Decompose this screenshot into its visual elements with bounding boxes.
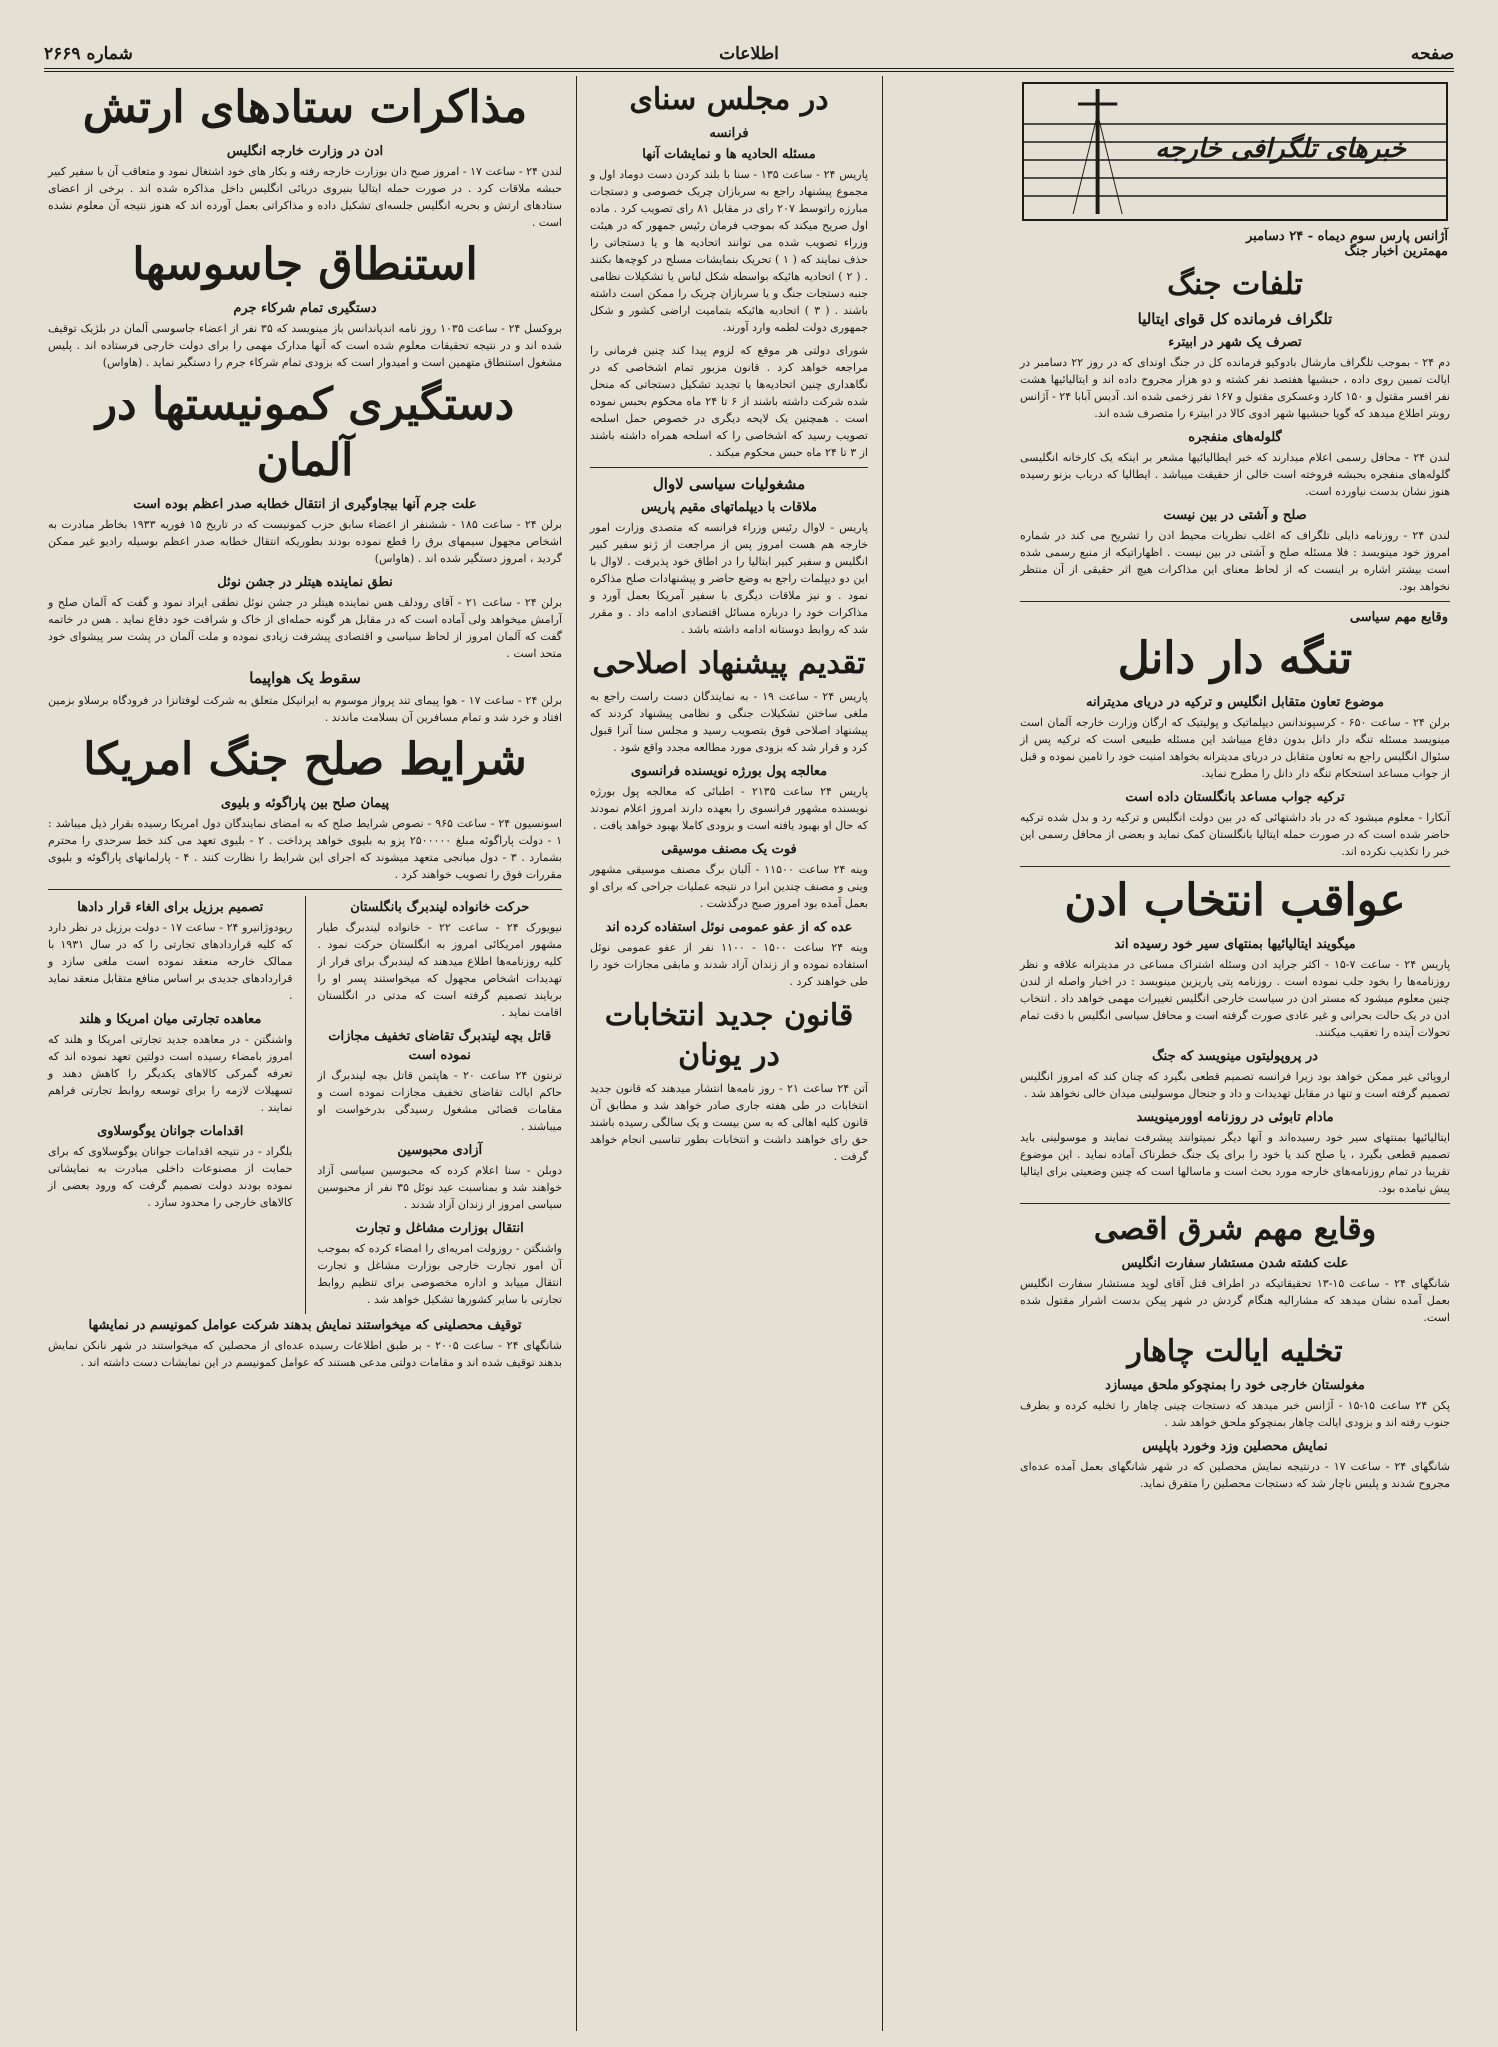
article-body: برلن ۲۴ - ساعت ۱۷ - هوا پیمای تند پرواز موسوم به ایرانیکل متعلق به شرکت لوفتانزا در فرودگاه برسلاو بزمین افتاد و خرد شد و تمام مسافرین آن بسلامت ماندند . [48, 694, 563, 724]
page-label: صفحه [1410, 44, 1454, 64]
headline: معالجه پول بورژه نویسنده فرانسوی [630, 764, 828, 779]
headline: سقوط یک هواپیما [249, 669, 361, 687]
headline: ترکیه جواب مساعد بانگلستان داده است [1125, 790, 1345, 805]
divider [1020, 1203, 1450, 1204]
headline: توقیف محصلینی که میخواستند نمایش بدهند شرکت عوامل کمونیسم در نمایشها [88, 1318, 522, 1333]
article-body: ترنتون ۲۴ ساعت ۲۰ - هاپتمن قاتل بچه لیندبرگ از حاکم ایالت تقاضای تخفیف مجازات نموده است و مقامات قضائی مشغول رسیدگی بدرخواست او میباشند . [317, 1069, 562, 1133]
section-label: وقایع مهم سیاسی [1349, 610, 1448, 625]
lower-column-left [44, 896, 297, 1314]
article-body: نیویورک ۲۴ - ساعت ۲۲ - خانواده لیندبرگ طیار مشهور امریکائی امروز به انگلستان حرکت نمود . کلیه روزنامه‌ها اطلاع میدهند که لیندبرگ برای فرار از تهدیدات اشخاص مجهول که میخواستند پسر او را بربایند تصمیم گرفته است که مدتی در انگلستان اقامت نماید . [317, 921, 563, 1019]
subheadline: تصرف یک شهر در ابیترء [1168, 335, 1302, 350]
headline: نمایش محصلین وزد وخورد باپلیس [1142, 1439, 1328, 1454]
article-body: شانگهای ۲۴ - ساعت ۲۰۰۵ - بر طبق اطلاعات رسیده عده‌ای از محصلین که میخواستند در شهر نانکن نمایش بدهند توقیف شده اند و مقامات دولتی مدعی هستند که عوامل کمونیسم در این نمایشات دست داشته اند . [48, 1339, 563, 1369]
article-body: واشنگتن - در معاهده جدید تجارتی امریکا و هلند که امروز بامضاء رسیده است دولتین تعهد نموده اند که تعرفه گمرکی کالاهای یکدیگر را کاهش دهند و تسهیلات لازمه را برای توسعه روابط تجارتی فراهم نمایند . [48, 1033, 293, 1114]
article-body: برلن ۲۴ - ساعت ۶۵۰ - کرسپوندانس دیپلماتیک و پولیتیک که ارگان وزارت خارجه آلمان است مینویسد مسئله تنگه دار دانل بدون دفاع میباشد این مسئله طبیعی است که ترکیه پس از سئوال انگلیس راجع به تعاون متقابل در دریای مدیترانه بخواهد امنیت خود را تامین نموده و قبل از جواب مساعد استحکام تنگه دار دانل را مطرح نماید. [1020, 716, 1450, 780]
article-body: پاریس ۲۴ - ساعت ۱۹ - به نمایندگان دست راست راجع به ملغی ساختن تشکیلات جنگی و نظامی پیشنهاد کردند که پیشنهاد اصلاحی فوق بتصویب رسید و مجلس سنا آنرا قبول کرد و قرار شد که بزودی مورد مطالعه مجدد واقع شود . [590, 690, 868, 754]
masthead [44, 34, 1454, 72]
headline: گلوله‌های منفجره [1188, 430, 1282, 445]
article-body: پاریس ۲۴ ساعت ۲۱۳۵ - اطبائی که معالجه پول بورژه نویسنده مشهور فرانسوی را بعهده دارند امروز اعلام نمودند که حال او بهبود یافته است و بزودی کاملا بهبود خواهد یافت . [590, 785, 869, 832]
divider [1020, 866, 1450, 867]
headline: آزادی محبوسین [397, 1143, 483, 1158]
article-body: لندن ۲۴ - محافل رسمی اعلام میدارند که خبر ایطالیائیها مشعر بر اینکه یک کارخانه انگلیسی گلوله‌های منفجره بحبشه فروخته است خالی از حقیقت میباشد . ایطالیا که درباب بزنو رسیده هنوز نشان بدست نیاورده است. [1020, 451, 1450, 498]
divider [1020, 601, 1450, 602]
headline: مذاکرات ستادهای ارتش [82, 82, 528, 133]
headline: در پروپولیتوں مینویسد که جنگ [1152, 1049, 1318, 1064]
headline: شرایط صلح جنگ امریکا [83, 734, 527, 785]
lower-two-columns [44, 896, 566, 1314]
headline: قاتل بچه لیندبرگ تقاضای تخفیف مجازات نموده است [328, 1029, 552, 1063]
article-body: بلگراد - در نتیجه اقدامات جوانان یوگوسلاوی که برای حمایت از مصنوعات داخلی مبادرت به نمایشاتی نموده بودند دولت تصمیم گرفت که ورود بعضی از کالاهای خارجی را محدود سازد . [48, 1145, 293, 1209]
headline: عده که از عفو عمومی نوئل استفاده کرده اند [605, 920, 853, 935]
headline: در مجلس سنای [629, 82, 829, 117]
headline: قانون جدید انتخابات در یونان [604, 998, 854, 1073]
section-subtitle: مهمترین اخبار جنگ [1344, 244, 1448, 259]
headline: استنطاق جاسوسها [132, 239, 478, 290]
column-middle [586, 76, 872, 2031]
headline: فوت یک مصنف موسیقی [661, 842, 797, 857]
article-body: واشنگتن - روزولت امریه‌ای را امضاء کرده که بموجب آن امور تجارت خارجی بوزارت مشاغل و تجارت انتقال مییابد و اداره مخصوصی برای تنظیم روابط تجارتی با سایر کشورها تشکیل خواهد شد . [317, 1242, 562, 1306]
dateline: آژانس پارس سوم دیماه - ۲۴ دسامبر [1246, 229, 1448, 244]
article-body: ریودوژانیرو ۲۴ - ساعت ۱۷ - دولت برزیل در نظر دارد که کلیه قراردادهای تجارتی را که در سال ۱۹۳۱ با ممالک خارجه منعقد نموده است ملغی سازد و قراردادهای جدیدی بر اساس منافع متقابل منعقد نماید . [48, 921, 293, 1002]
article-body: برلن ۲۴ - ساعت ۱۸۵ - ششنفر از اعضاء سابق حزب کمونیست که در تاریخ ۱۵ فوریه ۱۹۳۳ بخاطر مبادرت به اشخاص مجهول سیمهای برق را قطع نموده بودند بطوریکه انتقال خطابه صدر اعظم بوسیله رادیو غیر ممکن گردید ، امروز دستگیر شده اند . (هاواس) [48, 518, 562, 565]
article-body: شورای دولتی هر موقع که لزوم پیدا کند چنین فرمانی را مراجعه خواهد کرد . قانون مزبور تمام اشخاصی که در نگاهداری چنین اتحادیه‌ها یا تجدید تشکیل دستجاتی که منحل شده شرکت داشته باشند از ۶ تا ۲۴ ماه محکوم بحبس نموده است . همچنین یک لایحه دیگری در خصوص حمل اسلحه تصویب رسید که اشخاصی را که اسلحه همراه داشته باشند از ۳ تا ۲۴ ماه حبس محکوم میکند . [590, 344, 869, 459]
article-body: لندن ۲۴ - ساعت ۱۷ - امروز صبح دان بوزارت خارجه رفته و بکار های خود اشتغال نمود و متعاقب آن با سفیر کبیر حبشه ملاقات کرد . در صورت حمله ایتالیا بنیروی دریائی انگلیس داخل مذاکره شده اند . برخی از اعضای ستادهای ارتش و بحریه انگلیس جلسه‌ای تشکیل داده و مذاکراتی بعمل آورده اند که هنوز نتیجه آن معلوم نشده است . [48, 165, 562, 229]
issue-number: شماره ۲۶۶۹ [44, 44, 133, 64]
article-body: اسونسیون ۲۴ - ساعت ۹۶۵ - نصوص شرایط صلح که به امضای نمایندگان دول امریکا رسیده بقرار ذیل میباشد : ۱ - دولت پاراگوئه مبلغ ۲۵۰۰۰۰۰ پزو به بلیوی خواهد پرداخت . ۲ - بلیوی تعهد می کند خط سرحدی را محترم بشمارد . ۳ - دول میانجی متعهد میشوند که اجرای این شرایط را نظارت کنند . ۴ - پارلمانهای پاراگوئه و بلیوی مقررات فوق را تصویب خواهند کرد . [48, 817, 563, 881]
article-body: ایتالیائیها بمنتهای سیر خود رسیده‌اند و آنها دیگر نمیتوانند پیشرفت نمایند و موسولینی باید تصمیم قطعی بگیرد ، یا صلح کند یا خود را برای یک جنگ خطرناک آماده نماید . این موضوع تقریبا در تمام روزنامه‌های خارجه مورد بحث است و ماسالها است که چنین وضعیتی برای ایتالیا پیش نیامده بود. [1020, 1131, 1450, 1195]
headline: تقدیم پیشنهاد اصلاحی [592, 646, 866, 681]
article-body: برلن ۲۴ - ساعت ۲۱ - آقای رودلف هس نماینده هیتلر در جشن نوئل نطقی ایراد نمود و گفت که آلمان صلح و آرامش میخواهد ولی آماده است که در مقابل هر گونه حمله‌ای از خاک و شرافت خود دفاع نماید . هس در خاتمه گفت که آلمان امروز از لحاظ سیاسی و اقتصادی پیشرفت زیادی نموده و ملت آلمان در پشت سر پیشوای خود متحد است . [48, 596, 563, 660]
lower-column-right [314, 896, 567, 1314]
article-body: وینه ۲۴ ساعت ۱۵۰۰ - ۱۱۰۰ نفر از عفو عمومی نوئل استفاده نموده و از زندان آزاد شدند و مابقی مجازات خود را طی خواهند کرد . [590, 941, 868, 988]
divider [590, 467, 868, 468]
column-rule [882, 76, 883, 2031]
article-body: آنکارا - معلوم میشود که در باد داشتهائی که در بین دولت انگلیس و ترکیه رد و بدل شده ترکیه حاضر شده است که در صورت حمله ایتالیا بانگلستان کمک نماید و بعضی از محافل رسمی این خبر را تکذیب نکرده اند. [1020, 811, 1450, 858]
article-body: شانگهای ۲۴ - ساعت ۱۵-۱۳ تحقیقاتیکه در اطراف قتل آقای لوید مستشار سفارت انگلیس بعمل آمده نشان میدهد که مشارالیه هنگام گردش در شهر پیکن بدست اشرار مقتول شده است. [1020, 1277, 1451, 1324]
headline: اقدامات جوانان یوگوسلاوی [97, 1124, 244, 1139]
article-body: دوبلن - سنا اعلام کرده که محبوسین سیاسی آزاد خواهند شد و بمناسبت عید نوئل ۳۵ نفر از محبوسین سیاسی امروز از زندان آزاد شدند . [317, 1164, 562, 1211]
headline: حرکت خانواده لیندبرگ بانگلستان [350, 900, 530, 915]
subheadline: تلگراف فرمانده کل قوای ایتالیا [1137, 310, 1333, 328]
subheadline: علت جرم آنها بیجاوگیری از انتقال خطابه صدر اعظم بوده است [133, 497, 477, 512]
article-body: شانگهای ۲۴ - ساعت ۱۷ - درنتیجه نمایش محصلین که در شهر شانگهای بعمل آمده عده‌ای مجروح شدند و پلیس ناچار شد که دستجات محصلین را متفرق نماید. [1020, 1460, 1451, 1490]
divider [48, 889, 562, 890]
subheadline: میگویند ایتالیائیها بمنتهای سیر خود رسیده اند [1114, 937, 1356, 952]
subheadline: ادن در وزارت خارجه انگلیس [226, 144, 384, 159]
subheadline: دستگیری تمام شرکاء جرم [233, 301, 377, 316]
headline: دستگیری کمونیستها در آلمان [95, 379, 515, 486]
banner-title: خبرهای تلگرافی خارجه [1155, 134, 1406, 164]
headline: انتقال بوزارت مشاغل و تجارت [355, 1221, 524, 1236]
headline: نطق نماینده هیتلر در جشن نوئل [217, 575, 393, 590]
article-body: پاریس ۲۴ - ساعت ۱۳۵ - سنا با بلند کردن دست دوماد اول و مجموع پیشنهاد راجع به سربازان چریک خصوصی و دستجات مبارزه راتوسط ۲۰۷ رای در مقابل ۸۱ رای تصویب کرد . ماده اول صریح میکند که بموجب فرمان رئیس جمهور که در هیئت وزراء تصویب شده می توانند اتحادیه ها و یا دستجاتی را حذف نمایند که ( ۱ ) تحریک بنمایشات مسلح در کوچه‌ها بکنند . ( ۲ ) اتحادیه هائیکه بواسطه شکل لباس یا تشکیلات نظامی جنبه دستجات جنگ و یا سربازان چریک را ممکن است داشته باشند . ( ۳ ) اتحادیه هائیکه بتمامیت اراضی کشور و شکل جمهوری دولت لطمه وارد آورند. [590, 168, 869, 334]
subheadline: علت کشته شدن مستشار سفارت انگلیس [1121, 1256, 1349, 1271]
column-rule [305, 896, 306, 1314]
newspaper-name: اطلاعات [719, 44, 779, 64]
article-body: اروپائی غیر ممکن خواهد بود زیرا فرانسه تصمیم قطعی بگیرد که چنان کند که امروز انگلیس تصمیم گرفته است و تنها در مقابل تهدیدات و داد و جنجال موسولینی میدان خالی نخواهد شد . [1020, 1070, 1450, 1100]
subheadline: ملاقات با دیپلماتهای مقیم پاریس [641, 500, 817, 515]
article-body: لندن ۲۴ - روزنامه دایلی تلگراف که اغلب نظریات محیط ادن را تشریح می کند در شماره امروز خود مینویسد : فلا مسئله صلح و آشتی در بین نیست . اظهاراتیکه از منبع رسمی شده است بیشتر اشاره بر اینست که از لحاظ معنای این مذاکرات هیچ اثر حقیقی از آن منتظر نخواهد بود. [1020, 529, 1450, 593]
column-left [44, 76, 566, 2031]
headline: وقایع مهم شرق اقصی [1093, 1212, 1377, 1247]
column-right [1016, 76, 1454, 2031]
subheadline: پیمان صلح بین پاراگوئه و بلیوی [220, 796, 390, 811]
headline: تنگه دار دانل [1117, 633, 1353, 684]
subheadline: فرانسه [709, 126, 749, 141]
article-body: آتن ۲۴ ساعت ۲۱ - روز نامه‌ها انتشار میدهند که قانون جدید انتخابات در طی هفته جاری صادر خواهد شد و مطابق آن قانون کلیه اهالی که به سن بیست و یک سالگی رسیده باشند حق رای خواهند داشت و انتخابات بطور تناسبی انجام خواهد گرفت . [590, 1082, 868, 1163]
headline: تلفات جنگ [1167, 267, 1303, 302]
article-body: وینه ۲۴ ساعت ۱۱۵۰۰ - آلبان برگ مصنف موسیقی مشهور وینی و مصنف چندین ابرا در نتیجه عملیات جراحی که برای او بعمل آمده بود امروز صبح درگذشت . [590, 863, 868, 910]
column-rule [576, 76, 577, 2031]
subheadline: مسئله الحادیه ها و نمایشات آنها [642, 147, 816, 162]
headline: عواقب انتخاب ادن [1064, 875, 1406, 926]
headline: معاهده تجارتی میان امریکا و هلند [79, 1012, 262, 1027]
subheadline: مغولستان خارجی خود را بمنچوکو ملحق میسازد [1105, 1378, 1365, 1393]
article-body: بروکسل ۲۴ - ساعت ۱۰۳۵ روز نامه اندپاندانس باز مینویسد که ۳۵ نفر از اعضاء جاسوسی آلمان در بلژیک توقیف شده اند و در نتیجه تحقیقات معلوم شده است که آنها مدارک مهمی را برای دولت خارجی فرستاده اند . پلیس مشغول استنطاق متهمین است و امیدوار است که بزودی تمام شرکاء جرم را دستگیر نماید . (هاواس) [48, 322, 563, 369]
foreign-telegrams-banner [1022, 82, 1448, 221]
subheadline: موضوع تعاون متقابل انگلیس و ترکیه در دریای مدیترانه [1086, 695, 1384, 710]
headline: مشغولیات سیاسی لاوال [652, 475, 806, 493]
headline: تصمیم برزیل برای الغاء قرار دادها [77, 900, 264, 915]
headline: مادام تابوئی در روزنامه اوورمینویسد [1136, 1110, 1334, 1125]
article-body: پاریس ۲۴ - ساعت ۷-۱۵ - اکثر جراید ادن وسئله اشتراک مساعی در مدیترانه علاقه و نظر روزنامه‌ها را بخود جلب نموده است . روزنامه پتی پاریزین مینویسد : در اخبار واصله از لندن چنین معلوم میشود که مستر ادن در سیاست خارجی انگلیس تغییرات مهمی خواهد داد . انتخاب ادن در یک حالت بحرانی و غیر عادی صورت گرفته است و محافل سیاسی انگلیس با دقت تمام تحولات آینده را تعقیب میکنند. [1020, 958, 1451, 1039]
article-body: پکن ۲۴ ساعت ۱۵-۱۵ - آژانس خبر میدهد که دستجات چینی چاهار را تخلیه کرده و بطرف جنوب رفته اند و بزودی ایالت چاهار بمنچوکو ملحق خواهد شد . [1020, 1399, 1450, 1429]
article-body: دم ۲۴ - بموجب تلگراف مارشال بادوکیو فرمانده کل در جنگ اوندای که در روز ۲۲ دسامبر در ایالت تمبین روی داده ، حبشیها هفتصد نفر کشته و دو هزار مجروح داده اند و ایتالیائیها هشت نفر افسر مقتول و ۱۵۰ کارد وعسکری مقتول و ۱۶۷ نفر زخمی شده اند. آدیس آبابا ۲۴ - آژانس روبتر اطلاع میدهد که گویا حبشیها شهر ادوی کالا در ابیترء را متصرف شده اند. [1020, 356, 1450, 420]
article-body: پاریس - لاوال رئیس وزراء فرانسه که متصدی وزارت امور خارجه هم هست امروز پس از مراجعت از ژنو سفیر کبیر انگلیس و سفیر کبیر ایتالیا را در اطاق خود پذیرفت . لاوال با این دو دیپلمات راجع به وضع حاضر و پیشنهادات صلح مذاکره نمود . و نیز ملاقات دیگری با سفیر آمریکا بعمل آورد و مذاکرات خود را درباره مسائل اقتصادی ادامه داد . و مقرر شد که روابط دوستانه ادامه داشته باشد . [590, 521, 868, 636]
headline: صلح و آشتی در بین نیست [1163, 508, 1307, 523]
headline: تخلیه ایالت چاهار [1127, 1334, 1343, 1369]
